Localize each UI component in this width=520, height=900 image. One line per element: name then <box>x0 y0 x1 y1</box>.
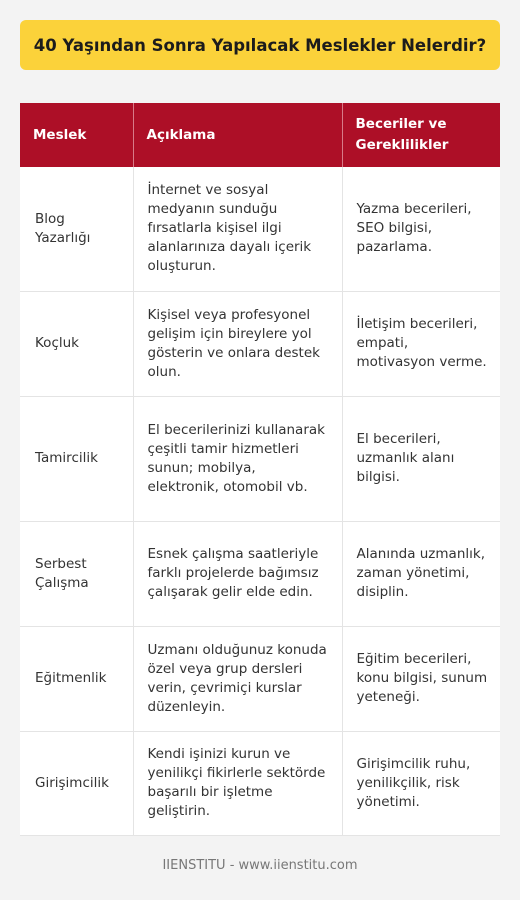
cell-beceriler: El becerileri, uzmanlık alanı bilgisi. <box>342 396 500 521</box>
header-meslek: Meslek <box>20 103 133 167</box>
cell-aciklama: İnternet ve sosyal medyanın sunduğu fırsatlarla kişisel ilgi alanlarınıza dayalı içerik oluşturun. <box>133 167 342 291</box>
cell-meslek: Serbest Çalışma <box>20 521 133 626</box>
cell-meslek: Eğitmenlik <box>20 626 133 731</box>
table-row <box>20 731 500 835</box>
footer-credit: IIENSTITU - www.iienstitu.com <box>162 858 358 873</box>
cell-meslek: Blog Yazarlığı <box>20 167 133 291</box>
cell-aciklama: El becerilerinizi kullanarak çeşitli tamir hizmetleri sunun; mobilya, elektronik, otomobil vb. <box>133 396 342 521</box>
cell-beceriler: Girişimcilik ruhu, yenilikçilik, risk yönetimi. <box>342 731 500 835</box>
table-row <box>20 291 500 396</box>
header-beceriler: Beceriler ve Gereklilikler <box>342 103 500 167</box>
cell-aciklama: Esnek çalışma saatleriyle farklı projelerde bağımsız çalışarak gelir elde edin. <box>133 521 342 626</box>
cell-meslek: Tamircilik <box>20 396 133 521</box>
table-row <box>20 167 500 291</box>
table-row <box>20 626 500 731</box>
cell-beceriler: Yazma becerileri, SEO bilgisi, pazarlama. <box>342 167 500 291</box>
table-row <box>20 396 500 521</box>
header-aciklama: Açıklama <box>133 103 342 167</box>
page-title: 40 Yaşından Sonra Yapılacak Meslekler Nelerdir? <box>33 35 487 55</box>
cell-aciklama: Kişisel veya profesyonel gelişim için bireylere yol gösterin ve onlara destek olun. <box>133 291 342 396</box>
cell-beceriler: Alanında uzmanlık, zaman yönetimi, disiplin. <box>342 521 500 626</box>
cell-meslek: Girişimcilik <box>20 731 133 835</box>
cell-meslek: Koçluk <box>20 291 133 396</box>
professions-table <box>20 103 500 836</box>
cell-beceriler: Eğitim becerileri, konu bilgisi, sunum yeteneği. <box>342 626 500 731</box>
cell-aciklama: Kendi işinizi kurun ve yenilikçi fikirlerle sektörde başarılı bir işletme geliştirin. <box>133 731 342 835</box>
title-banner <box>20 20 500 70</box>
cell-beceriler: İletişim becerileri, empati, motivasyon verme. <box>342 291 500 396</box>
cell-aciklama: Uzmanı olduğunuz konuda özel veya grup dersleri verin, çevrimiçi kurslar düzenleyin. <box>133 626 342 731</box>
table-header-row <box>20 103 500 167</box>
table-row <box>20 521 500 626</box>
